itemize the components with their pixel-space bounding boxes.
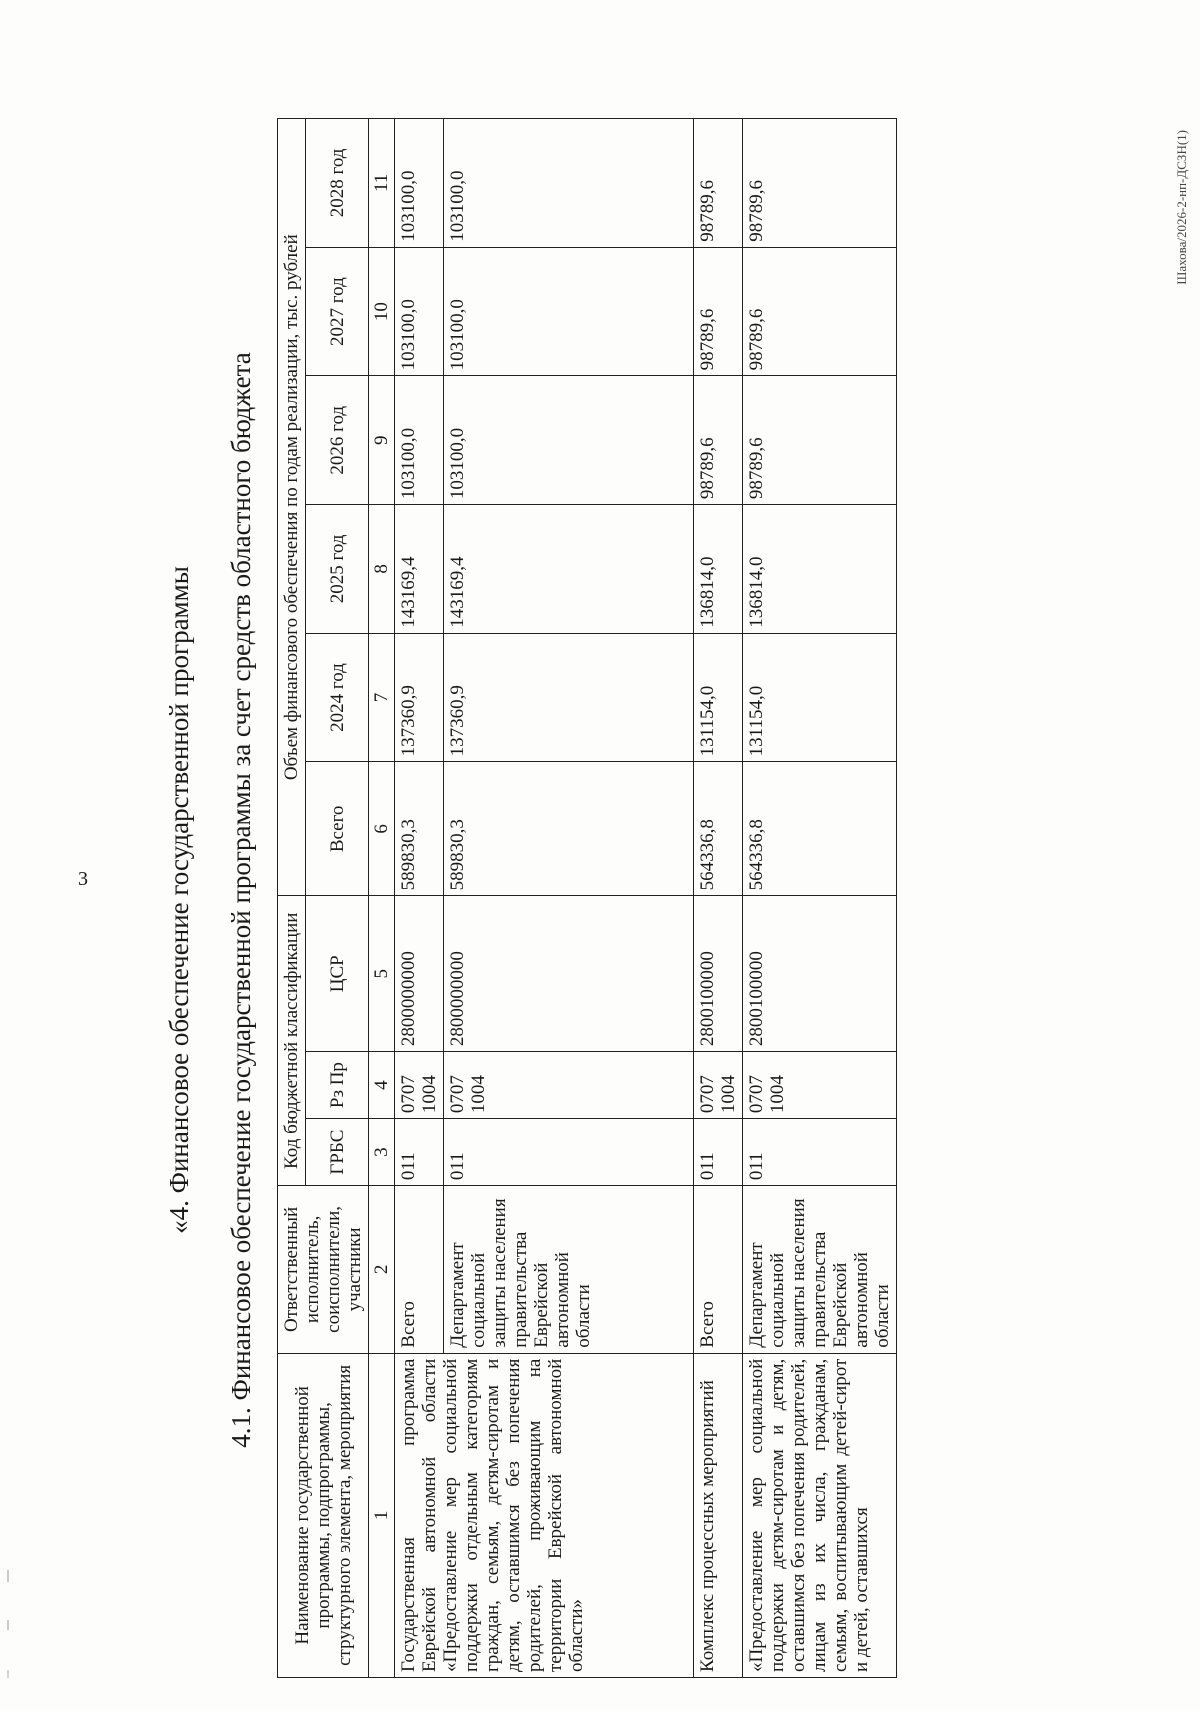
measure-name-cell: «Предоставление мер социальной поддержки детям-сиротам и детям, оставшимся без попечения родителей, лицам из их числа, гражданам, семьям, воспитывающим детей-сирот и детей, оставшихся <box>743 1353 897 1677</box>
complex-name-cell: Комплекс процессных мероприятий <box>694 1353 743 1677</box>
column-number: 8 <box>369 505 395 634</box>
rzpr-cell: 0707 1004 <box>444 1052 694 1119</box>
rzpr-cell: 0707 1004 <box>743 1052 897 1119</box>
subsection-heading: 4.1. Финансовое обеспечение государственной программы за счет средств областного бюджета <box>226 352 256 1448</box>
y2028-cell: 98789,6 <box>694 119 743 248</box>
y2028-cell: 98789,6 <box>743 119 897 248</box>
y2025-cell: 143169,4 <box>395 505 444 634</box>
table-row <box>694 119 743 1678</box>
y2025-cell: 136814,0 <box>694 505 743 634</box>
y2028-cell: 103100,0 <box>444 119 694 248</box>
table-row <box>743 119 897 1678</box>
table-row <box>395 119 444 1678</box>
y2024-cell: 137360,9 <box>395 633 444 762</box>
csr-cell: 2800000000 <box>395 896 444 1052</box>
csr-cell: 2800100000 <box>694 896 743 1052</box>
scan-edge-marks <box>0 1560 40 1710</box>
executor-cell: Департамент социальной защиты населения правительства Еврейской автономной области <box>444 1186 694 1354</box>
column-number: 6 <box>369 762 395 896</box>
executor-cell: Всего <box>395 1186 444 1354</box>
rzpr-cell: 0707 1004 <box>694 1052 743 1119</box>
csr-cell: 2800000000 <box>444 896 694 1052</box>
y2026-cell: 103100,0 <box>444 376 694 505</box>
y2025-cell: 143169,4 <box>444 505 694 634</box>
column-number: 4 <box>369 1052 395 1119</box>
header-executor: Ответственный исполнитель, соисполнители, участники <box>278 1186 369 1354</box>
header-2028: 2028 год <box>306 119 369 248</box>
header-2027: 2027 год <box>306 247 369 376</box>
header-2026: 2026 год <box>306 376 369 505</box>
total-cell: 589830,3 <box>395 762 444 896</box>
header-2024: 2024 год <box>306 633 369 762</box>
page-number: 3 <box>78 868 88 890</box>
executor-cell: Всего <box>694 1186 743 1354</box>
y2028-cell: 103100,0 <box>395 119 444 248</box>
column-number: 2 <box>369 1186 395 1354</box>
total-cell: 564336,8 <box>743 762 897 896</box>
y2024-cell: 137360,9 <box>444 633 694 762</box>
column-number-row <box>369 119 395 1678</box>
column-number: 1 <box>369 1353 395 1677</box>
header-csr: ЦСР <box>306 896 369 1052</box>
grbs-cell: 011 <box>395 1119 444 1186</box>
y2027-cell: 98789,6 <box>743 247 897 376</box>
program-name-cell: Государственная программа Еврейской автономной области «Предоставление мер социальной поддержки отдельным категориям граждан, семьям, детям-сиротам и детям, оставшимся без попечения родителей, проживающим на территории Еврейской автономной области» <box>395 1353 694 1677</box>
header-funding: Объем финансового обеспечения по годам реализации, тыс. рублей <box>278 119 306 896</box>
header-total: Всего <box>306 762 369 896</box>
total-cell: 589830,3 <box>444 762 694 896</box>
y2024-cell: 131154,0 <box>743 633 897 762</box>
header-row-1 <box>278 119 306 1678</box>
column-number: 10 <box>369 247 395 376</box>
y2027-cell: 103100,0 <box>444 247 694 376</box>
header-rzpr: Рз Пр <box>306 1052 369 1119</box>
rzpr-cell: 0707 1004 <box>395 1052 444 1119</box>
header-budget-code: Код бюджетной классификации <box>278 896 306 1186</box>
grbs-cell: 011 <box>444 1119 694 1186</box>
document-code: Шахова/2026-2-нп-ДСЗН(1) <box>1174 130 1189 285</box>
y2027-cell: 103100,0 <box>395 247 444 376</box>
y2026-cell: 103100,0 <box>395 376 444 505</box>
y2027-cell: 98789,6 <box>694 247 743 376</box>
header-2025: 2025 год <box>306 505 369 634</box>
column-number: 3 <box>369 1119 395 1186</box>
executor-cell: Департамент социальной защиты населения правительства Еврейской автономной области <box>743 1186 897 1354</box>
total-cell: 564336,8 <box>694 762 743 896</box>
csr-cell: 2800100000 <box>743 896 897 1052</box>
section-heading: «4. Финансовое обеспечение государственной программы <box>164 566 194 1234</box>
y2026-cell: 98789,6 <box>743 376 897 505</box>
column-number: 9 <box>369 376 395 505</box>
grbs-cell: 011 <box>743 1119 897 1186</box>
financing-table <box>277 118 897 1678</box>
column-number: 5 <box>369 896 395 1052</box>
y2024-cell: 131154,0 <box>694 633 743 762</box>
y2026-cell: 98789,6 <box>694 376 743 505</box>
column-number: 7 <box>369 633 395 762</box>
column-number: 11 <box>369 119 395 248</box>
rotated-page-content <box>162 110 1200 1690</box>
y2025-cell: 136814,0 <box>743 505 897 634</box>
grbs-cell: 011 <box>694 1119 743 1186</box>
header-name: Наименование государственной программы, подпрограммы, структурного элемента, мероприятия <box>278 1353 369 1677</box>
header-grbs: ГРБС <box>306 1119 369 1186</box>
